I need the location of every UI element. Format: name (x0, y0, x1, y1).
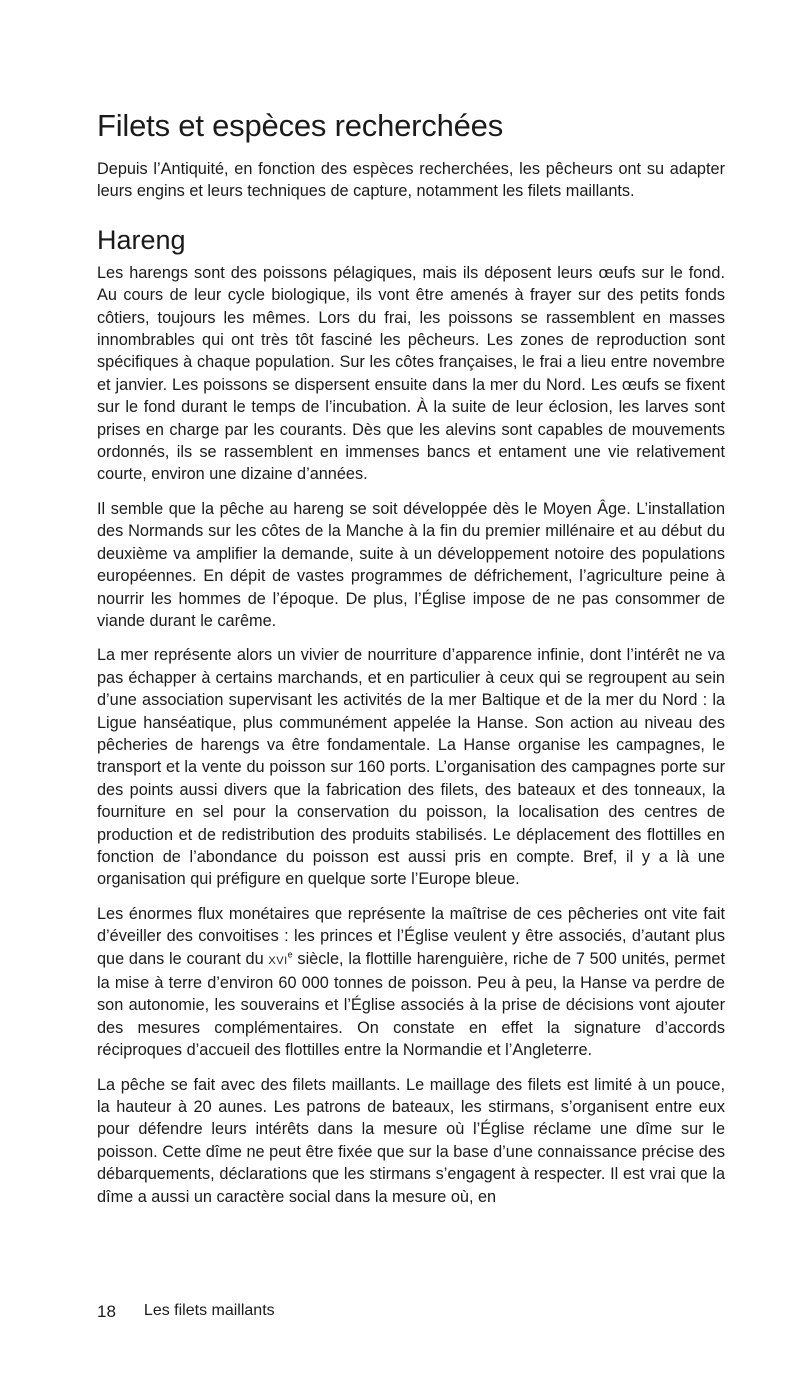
page-footer (97, 1302, 275, 1322)
page-number: 18 (97, 1302, 116, 1321)
paragraph-1: Les harengs sont des poissons pélagiques, mais ils déposent leurs œufs sur le fond. Au cours de leur cycle biologique, ils vont être amenés à frayer sur des petits fonds côtiers, toujours les mêmes. Lors du frai, les poissons se rassemblent en masses innombrables qui ont très tôt fasciné les pêcheurs. Les zones de reproduction sont spécifiques à chaque population. Sur les côtes françaises, le frai a lieu entre novembre et janvier. Les poissons se dispersent ensuite dans la mer du Nord. Les œufs se fixent sur le fond durant le temps de l’incubation. À la suite de leur éclosion, les larves sont prises en charge par les courants. Dès que les alevins sont capables de mouvements ordonnés, ils se rassemblent en immenses bancs et entament une vie relativement courte, environ une dizaine d’années. (97, 263, 725, 484)
section-heading: Hareng (97, 224, 186, 255)
century-superscript: e (287, 949, 293, 960)
paragraph-2: Il semble que la pêche au hareng se soit développée dès le Moyen Âge. L’installation des Normands sur les côtes de la Manche à la fin du premier millénaire et au début du deuxième va amplifier la demande, suite à un développement notoire des populations européennes. En dépit de vastes programmes de défrichement, l’agriculture peine à nourrir les hommes de l’époque. De plus, l’Église impose de ne pas consommer de viande durant le carême. (97, 499, 725, 630)
intro-paragraph: Depuis l’Antiquité, en fonction des espèces recherchées, les pêcheurs ont su adapter leurs engins et leurs techniques de capture, notamment les filets maillants. (97, 160, 725, 201)
paragraph-5: La pêche se fait avec des filets maillants. Le maillage des filets est limité à un pouce, la hauteur à 20 aunes. Les patrons de bateaux, les stirmans, s’organisent entre eux pour défendre leurs intérêts dans la mesure où l’Église réclame une dîme sur le poisson. Cette dîme ne peut être fixée que sur la base d’une connaissance précise des débarquements, déclarations que les stirmans s’engagent à respecter. Il est vrai que la dîme a aussi un caractère social dans la mesure où, en (97, 1075, 725, 1206)
paragraph-4-part-1: Les énormes flux monétaires que représente la maîtrise de ces pêcheries ont vite fait d’éveiller des convoitises : les princes et l’Église veulent y être associés, d’autant plus que dans le courant du (97, 904, 725, 968)
page-title: Filets et espèces recherchées (97, 108, 504, 143)
paragraph-4-part-2: siècle, la flottille harenguière, riche de 7 500 unités, permet la mise à terre d’environ 60 000 tonnes de poisson. Peu à peu, la Hanse va perdre de son autonomie, les souverains et l’Église associés à la prise de décisions vont ajouter des mesures complémentaires. On constate en effet la signature d’accords réciproques d’accueil des flottilles entre la Normandie et l’Angleterre. (97, 949, 725, 1060)
page-content (97, 108, 725, 1220)
paragraph-4 (97, 903, 725, 1062)
running-title: Les filets maillants (143, 1302, 275, 1319)
century-numeral: XVI (268, 954, 288, 967)
paragraph-3: La mer représente alors un vivier de nourriture d’apparence infinie, dont l’intérêt ne va pas échapper à certains marchands, et en particulier à ceux qui se regroupent au sein d’une association supervisant les activités de la mer Baltique et de la mer du Nord : la Ligue hanséatique, plus communément appelée la Hanse. Son action au niveau des pêcheries de harengs va être fondamentale. La Hanse organise les campagnes, le transport et la vente du poisson sur 160 ports. L’organisation des campagnes porte sur des points aussi divers que la fabrication des filets, des bateaux et des tonneaux, la fourniture en sel pour la conservation du poisson, la localisation des centres de production et de redistribution des produits stabilisés. Le déplacement des flottilles en fonction de l’abondance du poisson est aussi pris en compte. Bref, il y a là une organisation qui préfigure en quelque sorte l’Europe bleue. (97, 646, 725, 889)
